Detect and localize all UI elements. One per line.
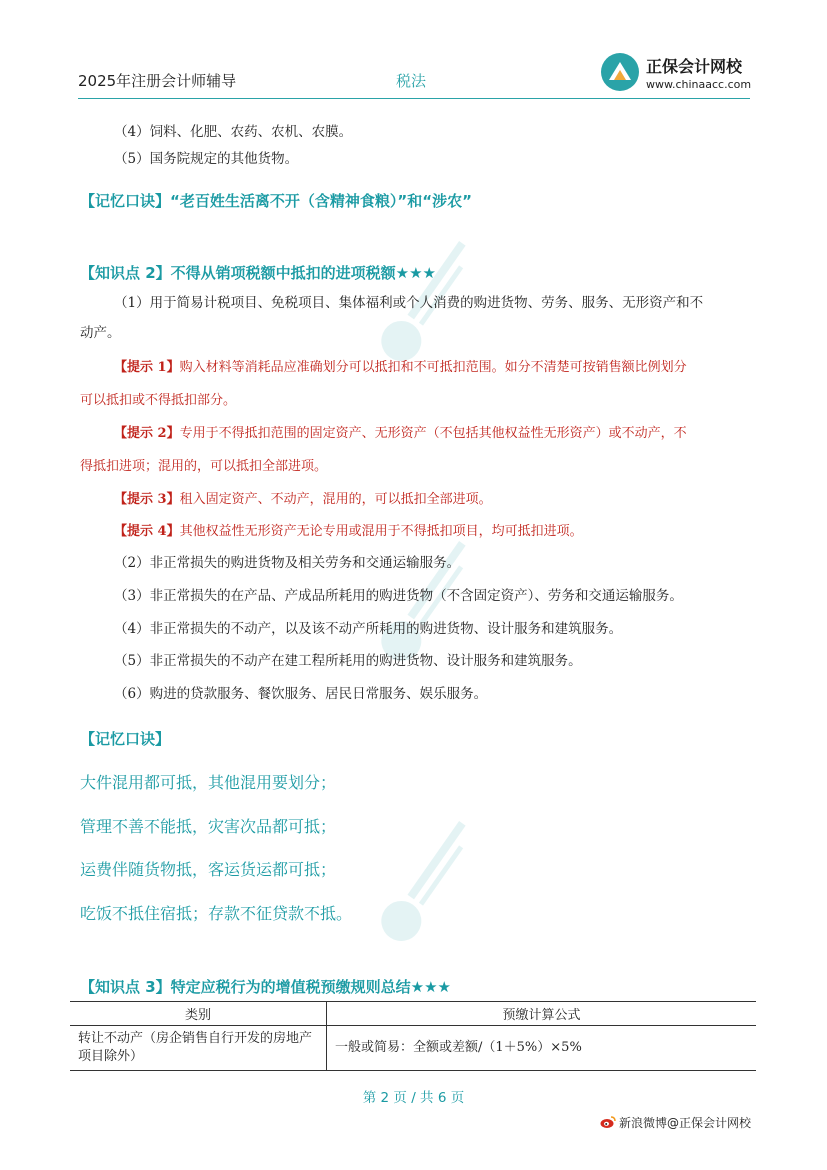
tip-text: 租入固定资产、不动产，混用的，可以抵扣全部进项。 <box>179 492 492 507</box>
logo <box>600 52 760 96</box>
list-item: （4）非正常损失的不动产，以及该不动产所耗用的购进货物、设计服务和建筑服务。 <box>114 621 623 637</box>
tip-2 <box>114 424 687 444</box>
list-item: （5）非正常损失的不动产在建工程所耗用的购进货物、设计服务和建筑服务。 <box>114 653 582 669</box>
memo-heading: 【记忆口诀】 <box>80 730 171 748</box>
weibo-credit <box>600 1114 751 1131</box>
tip-1-cont: 可以抵扣或不得抵扣部分。 <box>80 393 237 408</box>
header-course: 2025年注册会计师辅导 <box>78 72 237 90</box>
memo-line: 运费伴随货物抵，客运货运都可抵； <box>80 860 337 879</box>
tip-label: 【提示 4】 <box>114 524 180 539</box>
list-item: （2）非正常损失的购进货物及相关劳务和交通运输服务。 <box>114 555 461 571</box>
tip-2-cont: 得抵扣进项；混用的，可以抵扣全部进项。 <box>80 459 328 474</box>
tip-label: 【提示 2】 <box>114 426 180 441</box>
logo-url: www.chinaacc.com <box>646 78 752 91</box>
list-item: （4）饲料、化肥、农药、农机、农膜。 <box>114 124 353 140</box>
prepayment-table <box>70 1001 756 1071</box>
paragraph: 动产。 <box>80 325 121 341</box>
table-cell: 转让不动产（房企销售自行开发的房地产项目除外） <box>70 1026 327 1071</box>
header-subject: 税法 <box>396 72 427 90</box>
weibo-icon <box>600 1115 616 1129</box>
section-heading: 【知识点 2】不得从销项税额中抵扣的进项税额★★★ <box>80 264 437 282</box>
logo-name: 正保会计网校 <box>646 57 743 76</box>
tip-1 <box>114 358 687 378</box>
table-header: 预缴计算公式 <box>327 1002 757 1026</box>
tip-text: 其他权益性无形资产无论专用或混用于不得抵扣项目，均可抵扣进项。 <box>179 524 583 539</box>
header-divider <box>78 98 750 99</box>
table-header-row <box>70 1002 756 1026</box>
tip-label: 【提示 3】 <box>114 492 180 507</box>
table-cell: 一般或简易：全额或差额/（1＋5%）×5% <box>327 1026 757 1071</box>
logo-icon <box>600 52 640 92</box>
tip-4 <box>114 522 583 542</box>
table-row <box>70 1026 756 1071</box>
tip-label: 【提示 1】 <box>114 360 180 375</box>
list-item: （6）购进的贷款服务、餐饮服务、居民日常服务、娱乐服务。 <box>114 686 488 702</box>
paragraph: （1）用于简易计税项目、免税项目、集体福利或个人消费的购进货物、劳务、服务、无形资产和不 <box>114 295 704 311</box>
weibo-text: 新浪微博@正保会计网校 <box>619 1116 752 1130</box>
list-item: （5）国务院规定的其他货物。 <box>114 151 299 167</box>
tip-text: 专用于不得抵扣范围的固定资产、无形资产（不包括其他权益性无形资产）或不动产，不 <box>179 426 687 441</box>
tip-text: 购入材料等消耗品应准确划分可以抵扣和不可抵扣范围。如分不清楚可按销售额比例划分 <box>179 360 687 375</box>
list-item: （3）非正常损失的在产品、产成品所耗用的购进货物（不含固定资产）、劳务和交通运输服务。 <box>114 588 683 604</box>
page-number: 第 2 页 / 共 6 页 <box>362 1090 465 1106</box>
memo-line: 大件混用都可抵，其他混用要划分； <box>80 773 337 792</box>
memo-line: 吃饭不抵住宿抵；存款不征贷款不抵。 <box>80 904 353 923</box>
memo-line: 管理不善不能抵，灾害次品都可抵； <box>80 817 337 836</box>
section-heading: 【知识点 3】特定应税行为的增值税预缴规则总结★★★ <box>80 978 452 996</box>
memo-line: 【记忆口诀】“老百姓生活离不开（含精神食粮）”和“涉农” <box>80 192 472 210</box>
watermark-icon <box>350 800 510 960</box>
table-header: 类别 <box>70 1002 327 1026</box>
tip-3 <box>114 490 492 510</box>
